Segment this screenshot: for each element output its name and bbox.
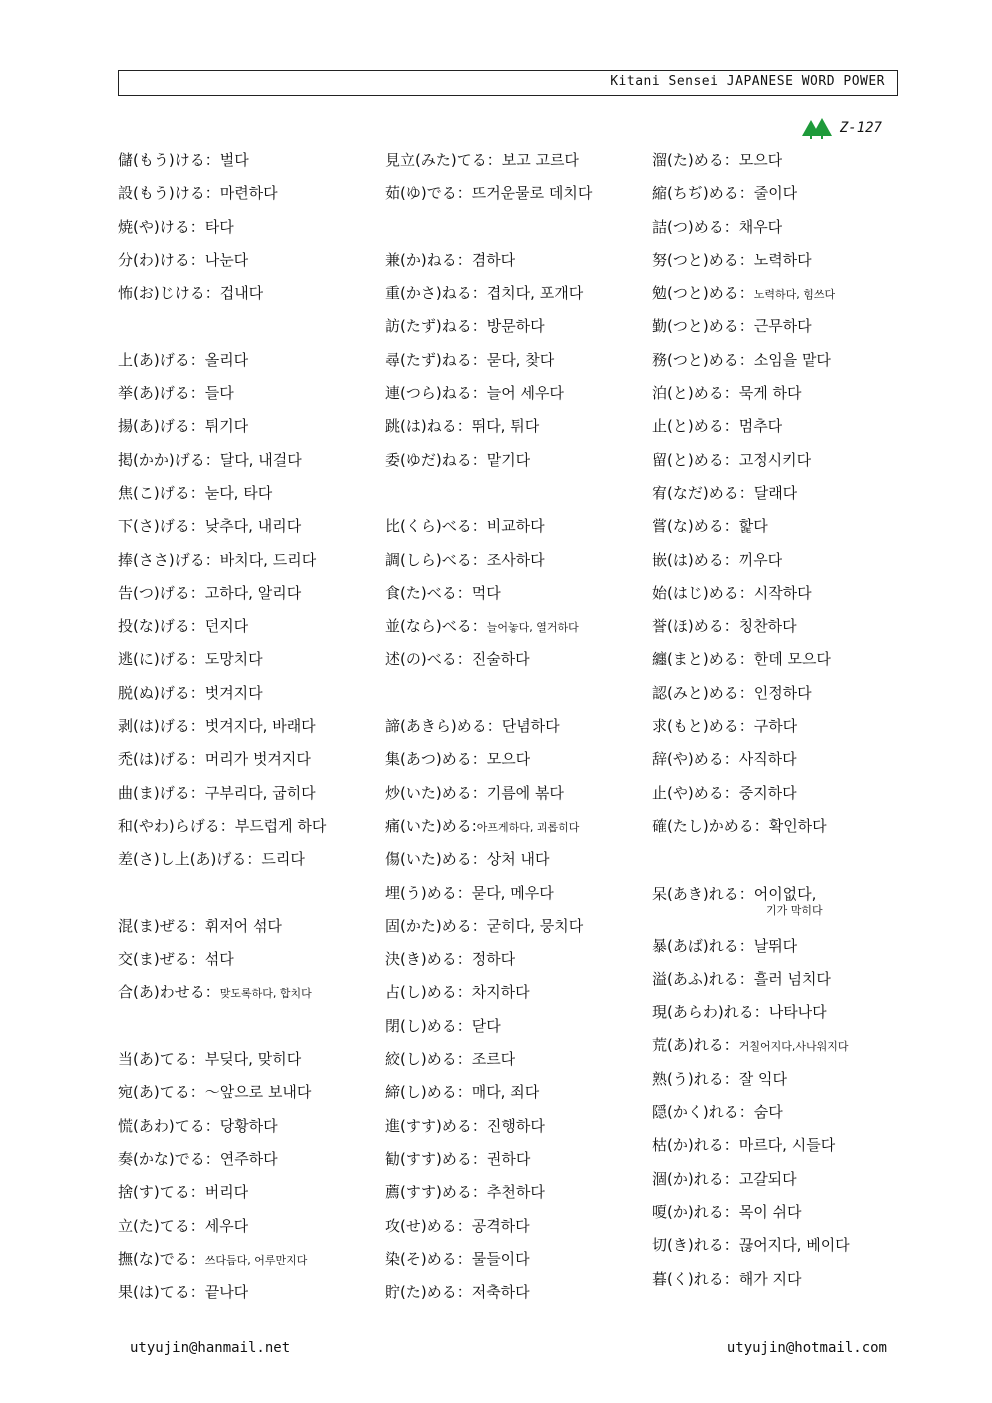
vocab-text: 諦(あきら)める：단념하다: [385, 717, 560, 736]
vocab-entry: [385, 344, 655, 377]
vocab-entry: [118, 277, 388, 310]
vocab-text: 差(さ)し上(あ)げる：드리다: [118, 850, 305, 869]
vocab-meaning-small: 노력하다, 힘쓰다: [753, 288, 836, 302]
vocab-entry: [118, 211, 388, 244]
vocab-text: 決(き)める：정하다: [385, 950, 516, 969]
vocab-entry: [385, 544, 655, 577]
vocab-text: 閉(し)める：닫다: [385, 1016, 501, 1035]
vocab-text: 染(そ)める：물들이다: [385, 1249, 530, 1268]
vocab-text: 重(かさ)ねる：겹치다, 포개다: [385, 284, 584, 303]
vocab-text: 茹(ゆ)でる：뜨거운물로 데치다: [385, 184, 593, 203]
vocab-entry: [385, 610, 655, 643]
vocab-text: 誉(ほ)める：칭찬하다: [652, 617, 797, 636]
vocab-entry: [652, 377, 912, 410]
vocab-entry: [652, 1029, 912, 1062]
vocab-text: 訪(たず)ねる：방문하다: [385, 317, 545, 336]
vocab-text: 始(はじ)める：시작하다: [652, 583, 812, 602]
vocab-entry: [652, 1229, 912, 1262]
vocab-text: 傷(いた)める：상처 내다: [385, 850, 550, 869]
vocab-entry: [118, 544, 388, 577]
vocab-text: 上(あ)げる：올리다: [118, 350, 249, 369]
vocab-entry: [118, 244, 388, 277]
vocab-text: 留(と)める：고정시키다: [652, 450, 812, 469]
vocab-entry: [385, 843, 655, 876]
vocab-entry: [385, 910, 655, 943]
vocab-text: 溢(あふ)れる：흘러 넘치다: [652, 969, 831, 988]
vocab-text: 調(しら)べる：조사하다: [385, 550, 545, 569]
vocab-text: 痛(いた)める:: [385, 816, 477, 835]
vocab-text: 熟(う)れる：잘 익다: [652, 1069, 787, 1088]
blank-row: [385, 211, 655, 244]
vocab-text: 交(ま)ぜる：섞다: [118, 950, 234, 969]
vocab-text: 薦(すす)める：추천하다: [385, 1183, 545, 1202]
vocab-text: 呆(あき)れる：어이없다,: [652, 884, 817, 903]
vocab-entry: [652, 444, 912, 477]
blank-row: [118, 877, 388, 910]
vocab-text: 連(つら)ねる：늘어 세우다: [385, 384, 564, 403]
vocab-text: 曲(ま)げる：구부리다, 굽히다: [118, 783, 316, 802]
vocab-text: 立(た)てる：세우다: [118, 1216, 249, 1235]
vocab-entry: [118, 1143, 388, 1176]
vocab-entry: [118, 410, 388, 443]
vocab-text: 合(あ)わせる：: [118, 983, 220, 1002]
vocab-entry: [118, 344, 388, 377]
vocab-entry: [385, 244, 655, 277]
vocab-entry: [118, 777, 388, 810]
header-title: Kitani Sensei JAPANESE WORD POWER: [610, 74, 885, 89]
vocab-entry: [118, 810, 388, 843]
vocab-text: 暮(く)れる：해가 지다: [652, 1269, 802, 1288]
vocab-entry: [118, 743, 388, 776]
vocab-text: 攻(せ)める：공격하다: [385, 1216, 530, 1235]
vocab-text: 進(すす)める：진행하다: [385, 1116, 545, 1135]
vocab-text: 絞(し)める：조르다: [385, 1050, 516, 1069]
vocab-text: 設(もう)ける：마련하다: [118, 184, 278, 203]
vocab-text: 分(わ)ける：나눈다: [118, 250, 249, 269]
vocab-entry: [385, 1210, 655, 1243]
vocab-entry: [118, 677, 388, 710]
vocab-text: 跳(は)ねる：뛰다, 튀다: [385, 417, 540, 436]
column-3: [652, 144, 912, 1296]
blank-row: [385, 477, 655, 510]
vocab-entry: [385, 1010, 655, 1043]
vocab-text: 兼(か)ねる：겸하다: [385, 250, 516, 269]
vocab-text: 占(し)める：차지하다: [385, 983, 530, 1002]
vocab-entry: [652, 677, 912, 710]
vocab-text: 涸(か)れる：고갈되다: [652, 1169, 797, 1188]
vocab-entry: [385, 1110, 655, 1143]
vocab-text: 焦(こ)げる：눋다, 타다: [118, 483, 273, 502]
vocab-text: 比(くら)べる：비교하다: [385, 517, 545, 536]
blank-row: [652, 843, 912, 876]
vocab-entry: [652, 963, 912, 996]
vocab-text: 勉(つと)める：: [652, 284, 754, 303]
vocab-text: 尋(たず)ねる：묻다, 찾다: [385, 350, 555, 369]
vocab-entry: [652, 310, 912, 343]
vocab-entry: [652, 177, 912, 210]
vocab-entry: [385, 144, 655, 177]
vocab-text: 並(なら)べる：: [385, 617, 487, 636]
vocab-text: 禿(は)げる：머리가 벗겨지다: [118, 750, 311, 769]
vocab-entry: [118, 843, 388, 876]
vocab-text: 投(な)げる：던지다: [118, 617, 249, 636]
column-2: [385, 144, 655, 1309]
vocab-entry: [652, 1263, 912, 1296]
vocab-text: 和(やわ)らげる：부드럽게 하다: [118, 816, 327, 835]
vocab-entry: [118, 943, 388, 976]
vocab-entry: [118, 1243, 388, 1276]
vocab-entry: [385, 177, 655, 210]
vocab-text: 集(あつ)める：모으다: [385, 750, 531, 769]
vocab-entry: [118, 976, 388, 1009]
vocab-entry: [385, 710, 655, 743]
vocab-entry: [652, 244, 912, 277]
vocab-text: 認(みと)める：인정하다: [652, 683, 812, 702]
vocab-entry: [385, 943, 655, 976]
vocab-text: 貯(た)める：저축하다: [385, 1283, 530, 1302]
vocab-entry: [385, 1176, 655, 1209]
vocab-entry: [118, 477, 388, 510]
vocab-text: 焼(や)ける：타다: [118, 217, 234, 236]
vocab-text: 荒(あ)れる：: [652, 1036, 739, 1055]
vocab-text: 嵌(は)める：끼우다: [652, 550, 783, 569]
vocab-entry: [118, 910, 388, 943]
vocab-text: 勧(すす)める：권하다: [385, 1149, 531, 1168]
vocab-entry: [652, 710, 912, 743]
vocab-entry: [652, 144, 912, 177]
vocab-text: 辞(や)める：사직하다: [652, 750, 797, 769]
vocab-meaning-continued: 기가 막히다: [766, 903, 823, 917]
vocab-text: 炒(いた)める：기름에 볶다: [385, 783, 564, 802]
vocab-entry: [652, 996, 912, 1029]
vocab-text: 努(つと)める：노력하다: [652, 250, 812, 269]
vocab-text: 隠(かく)れる：숨다: [652, 1103, 783, 1122]
vocab-text: 泊(と)める：묵게 하다: [652, 384, 802, 403]
vocab-text: 挙(あ)げる：들다: [118, 384, 234, 403]
vocab-entry: [385, 810, 655, 843]
column-1: [118, 144, 388, 1309]
vocab-entry: [652, 877, 912, 930]
vocab-meaning-small: 맞도록하다, 합치다: [219, 987, 312, 1001]
vocab-text: 捨(す)てる：버리다: [118, 1183, 249, 1202]
vocab-text: 止(や)める：중지하다: [652, 783, 797, 802]
vocab-text: 埋(う)める：묻다, 메우다: [385, 883, 554, 902]
vocab-entry: [385, 1043, 655, 1076]
vocab-entry: [385, 377, 655, 410]
vocab-text: 務(つと)める：소임을 맡다: [652, 350, 831, 369]
vocab-entry: [385, 444, 655, 477]
vocab-entry: [118, 643, 388, 676]
vocab-text: 怖(お)じける：겁내다: [118, 284, 264, 303]
vocab-text: 暴(あば)れる：날뛰다: [652, 936, 798, 955]
vocab-text: 詰(つ)める：채우다: [652, 217, 783, 236]
vocab-meaning-small: 늘어놓다, 열거하다: [486, 621, 579, 635]
vocab-meaning-small: 쓰다듬다, 어루만지다: [204, 1253, 308, 1267]
vocab-entry: [385, 976, 655, 1009]
vocab-entry: [652, 1129, 912, 1162]
vocab-entry: [652, 643, 912, 676]
vocab-entry: [118, 1110, 388, 1143]
footer-email-right: utyujin@hotmail.com: [726, 1340, 887, 1356]
vocab-text: 告(つ)げる：고하다, 알리다: [118, 583, 302, 602]
vocab-entry: [652, 610, 912, 643]
vocab-text: 嗄(か)れる：목이 쉬다: [652, 1202, 802, 1221]
vocab-entry: [385, 777, 655, 810]
vocab-text: 果(は)てる：끝나다: [118, 1283, 249, 1302]
vocab-entry: [118, 1176, 388, 1209]
vocab-entry: [385, 510, 655, 543]
vocab-entry: [652, 277, 912, 310]
vocab-entry: [652, 211, 912, 244]
vocab-entry: [385, 410, 655, 443]
vocab-entry: [118, 710, 388, 743]
blank-row: [385, 677, 655, 710]
vocab-entry: [385, 1143, 655, 1176]
footer-email-left: utyujin@hanmail.net: [130, 1340, 291, 1356]
vocab-text: 現(あらわ)れる：나타나다: [652, 1003, 827, 1022]
vocab-entry: [385, 643, 655, 676]
vocab-entry: [652, 577, 912, 610]
vocab-text: 撫(な)でる：: [118, 1249, 205, 1268]
blank-row: [118, 1010, 388, 1043]
vocab-entry: [652, 344, 912, 377]
vocab-text: 確(たし)かめる：확인하다: [652, 816, 827, 835]
page-id: [802, 117, 882, 139]
vocab-entry: [652, 1196, 912, 1229]
page-number: Z-127: [839, 120, 882, 136]
vocab-meaning-small: 거칠어지다,사나워지다: [738, 1040, 849, 1054]
vocab-text: 纏(まと)める：한데 모으다: [652, 650, 831, 669]
vocab-entry: [118, 577, 388, 610]
vocab-entry: [118, 510, 388, 543]
vocab-text: 剥(は)げる：벗겨지다, 바래다: [118, 717, 316, 736]
vocab-entry: [652, 743, 912, 776]
vocab-entry: [385, 1243, 655, 1276]
vocab-text: 捧(ささ)げる：바치다, 드리다: [118, 550, 317, 569]
vocab-entry: [118, 144, 388, 177]
header-box: [118, 70, 898, 96]
vocab-text: 締(し)める：매다, 죄다: [385, 1083, 540, 1102]
vocab-entry: [385, 277, 655, 310]
vocab-entry: [118, 177, 388, 210]
vocab-text: 溜(た)める：모으다: [652, 151, 783, 169]
vocab-text: 掲(かか)げる：달다, 내걸다: [118, 450, 302, 469]
vocab-text: 当(あ)てる：부딪다, 맞히다: [118, 1050, 302, 1069]
vocab-entry: [652, 510, 912, 543]
vocab-text: 宛(あ)てる：～앞으로 보내다: [118, 1083, 312, 1102]
vocab-entry: [652, 810, 912, 843]
vocab-text: 切(き)れる：끊어지다, 베이다: [652, 1236, 850, 1255]
vocab-text: 見立(みた)てる：보고 고르다: [385, 151, 579, 169]
vocab-text: 固(かた)める：굳히다, 뭉치다: [385, 916, 584, 935]
vocab-text: 勤(つと)める：근무하다: [652, 317, 812, 336]
vocab-text: 儲(もう)ける：벌다: [118, 151, 249, 169]
vocab-text: 混(ま)ぜる：휘저어 섞다: [118, 916, 282, 935]
vocab-text: 揚(あ)げる：튀기다: [118, 417, 249, 436]
vocab-entry: [652, 930, 912, 963]
vocab-entry: [652, 544, 912, 577]
vocab-text: 奏(かな)でる：연주하다: [118, 1149, 278, 1168]
vocab-entry: [385, 877, 655, 910]
vocab-entry: [652, 477, 912, 510]
vocab-text: 縮(ちぢ)める：줄이다: [652, 184, 798, 203]
vocab-text: 逃(に)げる：도망치다: [118, 650, 263, 669]
vocab-entry: [652, 1096, 912, 1129]
vocab-text: 脱(ぬ)げる：벗겨지다: [118, 683, 263, 702]
vocab-text: 述(の)べる：진술하다: [385, 650, 530, 669]
vocab-meaning-small: 아프게하다, 괴롭히다: [476, 820, 580, 834]
vocab-entry: [118, 1276, 388, 1309]
vocab-text: 慌(あわ)てる：당황하다: [118, 1116, 278, 1135]
vocab-entry: [118, 377, 388, 410]
vocab-text: 枯(か)れる：마르다, 시들다: [652, 1136, 836, 1155]
vocab-text: 委(ゆだ)ねる：맡기다: [385, 450, 531, 469]
vocab-text: 求(もと)める：구하다: [652, 717, 798, 736]
vocab-text: 嘗(な)める：핥다: [652, 517, 768, 536]
vocab-text: 下(さ)げる：낮추다, 내리다: [118, 517, 302, 536]
vocab-text: 止(と)める：멈추다: [652, 417, 783, 436]
vocab-entry: [118, 1043, 388, 1076]
vocab-entry: [118, 1076, 388, 1109]
tree-icon: [802, 117, 834, 139]
blank-row: [118, 310, 388, 343]
vocab-entry: [385, 1276, 655, 1309]
vocab-entry: [385, 577, 655, 610]
vocab-entry: [652, 777, 912, 810]
vocab-entry: [652, 410, 912, 443]
vocab-text: 宥(なだ)める：달래다: [652, 483, 798, 502]
vocab-entry: [118, 444, 388, 477]
vocab-entry: [118, 610, 388, 643]
vocab-entry: [385, 1076, 655, 1109]
vocab-entry: [652, 1163, 912, 1196]
vocab-entry: [385, 310, 655, 343]
vocab-entry: [652, 1063, 912, 1096]
vocab-entry: [385, 743, 655, 776]
vocab-entry: [118, 1210, 388, 1243]
vocab-text: 食(た)べる：먹다: [385, 583, 501, 602]
